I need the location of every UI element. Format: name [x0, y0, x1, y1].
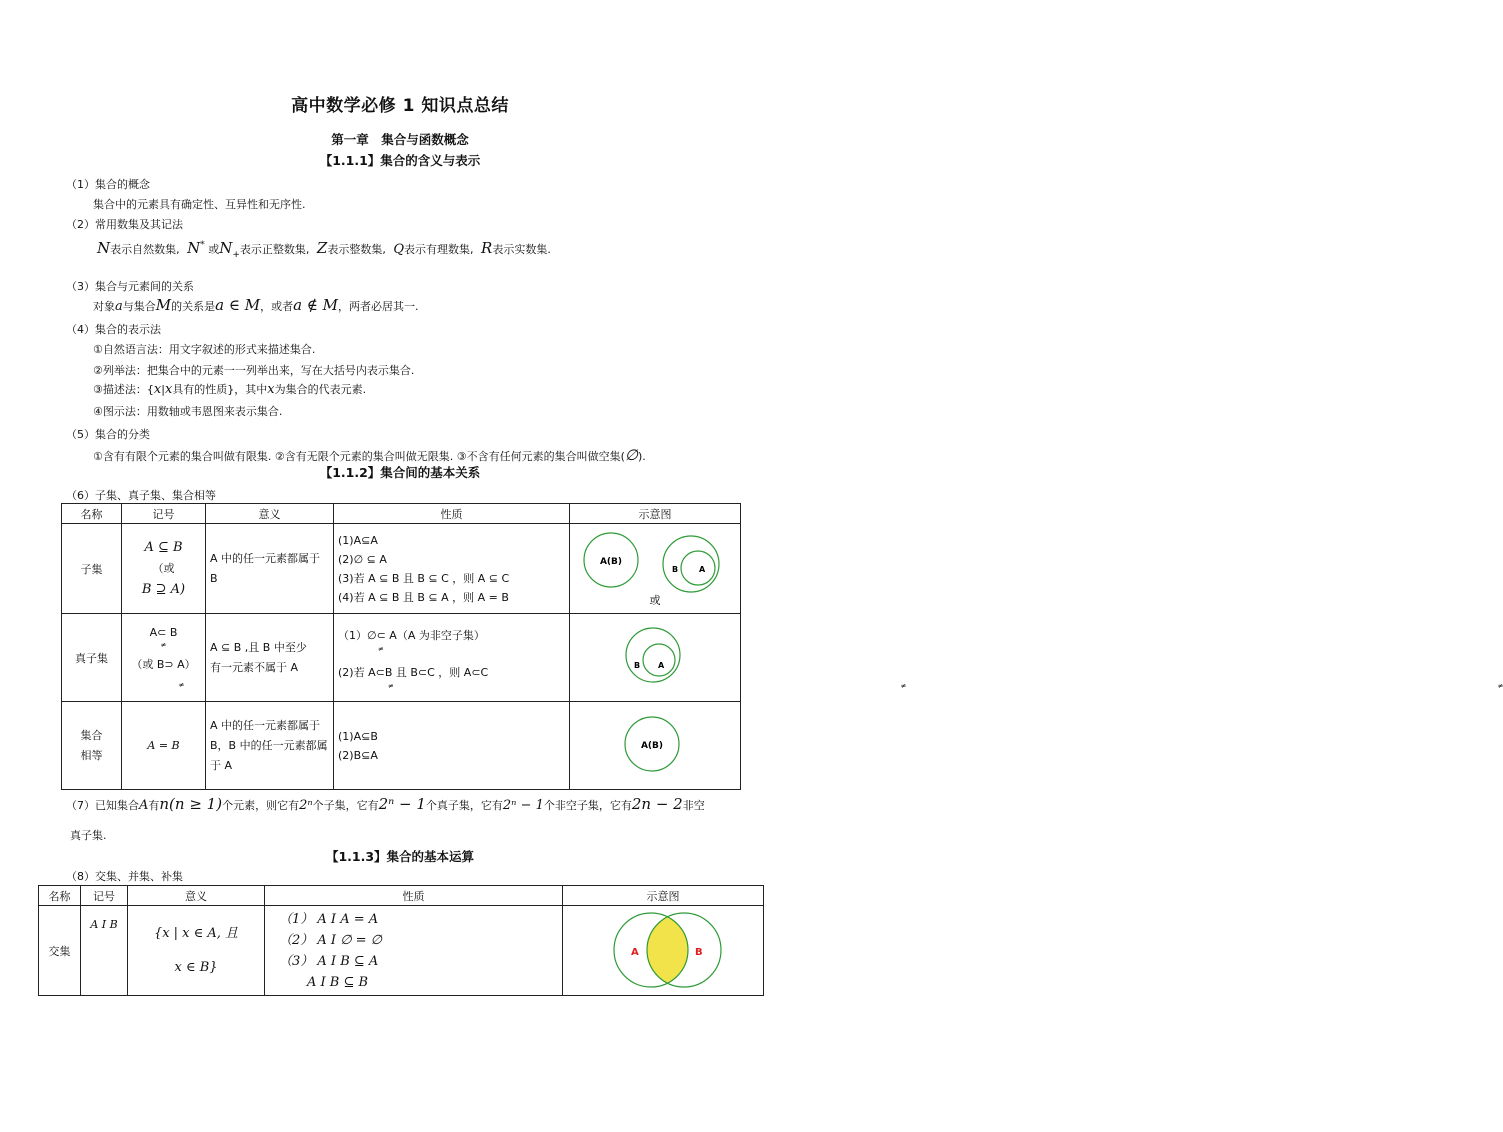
equal-name-2: 相等 — [80, 748, 103, 762]
page-title: 高中数学必修 1 知识点总结 — [291, 96, 509, 116]
p4-item-4: ④图示法：用数轴或韦恩图来表示集合. — [93, 405, 283, 418]
label-or: 或 — [649, 594, 661, 607]
table-header-row — [62, 504, 741, 524]
header-property: 性质 — [334, 504, 570, 524]
equal-prop-1: (1)A⊆B — [338, 729, 378, 743]
math-M: M — [155, 296, 172, 314]
equal-name — [62, 702, 122, 790]
ne-mark-4: ≠ — [388, 681, 394, 690]
p1-body: 集合中的元素具有确定性、互异性和无序性. — [93, 198, 306, 211]
math-a: a — [115, 299, 123, 314]
section-1-1-1: 【1.1.1】集合的含义与表示 — [319, 153, 481, 168]
p4-i3c: 具有的性质}，其中 — [172, 383, 268, 396]
proper-meaning — [206, 614, 334, 702]
math-a-in-M: a ∈ M — [215, 296, 261, 314]
math-Nplus: N — [219, 239, 233, 257]
p2-head: （2）常用数集及其记法 — [66, 218, 183, 231]
header-symbol: 记号 — [122, 504, 206, 524]
ne-mark-1: ≠ — [160, 640, 167, 649]
proper-prop-2: (2)若 A⊂B 且 B⊂C ，则 A⊂C — [338, 665, 489, 679]
p5-text: ①含有有限个元素的集合叫做有限集. ②含有无限个元素的集合叫做无限集. ③不含有任何元素的集合叫做空集( — [93, 450, 625, 463]
relations-table — [61, 503, 1503, 790]
header-symbol: 记号 — [81, 886, 128, 906]
subset-props — [334, 524, 570, 614]
subset-meaning: A 中的任一元素都属于 B — [206, 524, 334, 614]
equal-diagram — [570, 702, 741, 790]
p5-body — [93, 446, 646, 464]
proper-sym2: （或 B⊃ A） — [131, 657, 196, 671]
p3-t4: ，或者 — [260, 300, 294, 313]
header-diagram: 示意图 — [570, 504, 741, 524]
plus-sub: + — [232, 250, 240, 260]
p7-t2: 有 — [148, 799, 160, 812]
proper-symbol — [122, 614, 206, 702]
equal-props — [334, 702, 570, 790]
operations-table — [38, 885, 764, 996]
math-2n-1-b: 2ⁿ − 1 — [502, 798, 544, 813]
table-row — [62, 524, 741, 614]
proper-name: 真子集 — [62, 614, 122, 702]
math-x2: x — [164, 382, 173, 397]
header-diagram: 示意图 — [563, 886, 764, 906]
math-a-notin-M: a ∉ M — [293, 296, 339, 314]
p2-body — [97, 239, 551, 260]
subset-sym1: A ⊆ B — [144, 539, 183, 555]
chapter-title: 第一章 集合与函数概念 — [331, 132, 469, 147]
math-x3: x — [267, 382, 275, 397]
header-property: 性质 — [265, 886, 563, 906]
equal-symbol: A = B — [122, 702, 206, 790]
math-n: n(n ≥ 1) — [159, 795, 223, 813]
math-N: N — [97, 239, 111, 257]
label-a: A — [658, 661, 665, 670]
proper-meaning-1: A ⊆ B ,且 B 中至少 — [210, 640, 307, 654]
equal-meaning: A 中的任一元素都属于 B，B 中的任一元素都属于 A — [206, 702, 334, 790]
equal-prop-2: (2)B⊆A — [338, 748, 378, 762]
p3-t1: 对象 — [93, 300, 115, 313]
intersection-symbol: A I B — [81, 906, 128, 996]
math-2n-2: 2n − 2 — [631, 795, 683, 813]
p2-t2: 表示正整数集, — [239, 243, 310, 256]
p2-or: 或 — [208, 243, 220, 256]
subset-prop-3: (3)若 A ⊆ B 且 B ⊆ C ，则 A ⊆ C — [338, 571, 510, 585]
label-b: B — [695, 947, 703, 958]
p4-i3a: ③描述法：{ — [93, 383, 154, 396]
subset-venn — [570, 524, 741, 610]
p5-head: （5）集合的分类 — [66, 428, 150, 441]
math-A: A — [139, 798, 149, 813]
p3-body — [93, 296, 419, 314]
circle-a — [643, 644, 675, 676]
intersection-venn — [563, 906, 764, 992]
table-row — [62, 614, 741, 702]
table-header-row — [39, 886, 764, 906]
label-ab: A(B) — [599, 557, 623, 567]
p3-t3: 的关系是 — [171, 300, 216, 313]
ne-mark-6: ≠ — [1497, 681, 1503, 690]
intersection-meaning — [128, 906, 265, 996]
p4-head: （4）集合的表示法 — [66, 323, 161, 336]
header-meaning: 意义 — [206, 504, 334, 524]
circle-b — [626, 628, 680, 682]
intersection-prop-1: （1） A I A = A — [279, 911, 379, 927]
subset-sym3: B ⊇ A) — [141, 581, 186, 597]
p2-t3: 表示整数集, — [327, 243, 386, 256]
p4-item-2: ②列举法：把集合中的元素一一列举出来，写在大括号内表示集合. — [93, 364, 415, 377]
proper-meaning-2: 有一元素不属于 A — [210, 660, 299, 674]
math-x: x — [153, 382, 162, 397]
p4-i3d: 为集合的代表元素. — [274, 383, 367, 396]
intersection-diagram — [563, 906, 764, 996]
section-1-1-2: 【1.1.2】集合间的基本关系 — [319, 465, 481, 480]
p3-t2: 与集合 — [122, 300, 156, 313]
math-2n-1-a: 2ⁿ − 1 — [378, 795, 426, 813]
ne-mark-2: ≠ — [178, 680, 185, 689]
math-R: R — [481, 239, 493, 257]
intersection-meaning-1: {x | x ∈ A, 且 — [153, 925, 239, 941]
intersection-prop-2: （2） A I ∅ = ∅ — [279, 932, 382, 948]
subset-symbol — [122, 524, 206, 614]
p2-t1: 表示自然数集, — [110, 243, 180, 256]
label-a: A — [699, 565, 706, 574]
p2-t5: 表示实数集. — [492, 243, 551, 256]
proper-props — [334, 614, 1503, 702]
p4-item-1: ①自然语言法：用文字叙述的形式来描述集合. — [93, 343, 316, 356]
p7-t3: 个元素，则它有 — [222, 799, 300, 812]
math-Z: Z — [316, 239, 328, 257]
subset-name: 子集 — [62, 524, 122, 614]
ne-mark-5: ≠ — [900, 681, 907, 690]
intersection-props — [265, 906, 563, 996]
ne-mark-3: ≠ — [378, 644, 384, 653]
math-2n: 2ⁿ — [299, 798, 313, 813]
p2-t4: 表示有理数集, — [404, 243, 474, 256]
subset-prop-1: (1)A⊆A — [338, 533, 378, 547]
subset-diagram — [570, 524, 741, 614]
p7-t4: 个子集，它有 — [312, 799, 379, 812]
subset-prop-4: (4)若 A ⊆ B 且 B ⊆ A ，则 A = B — [338, 590, 509, 604]
intersection-meaning-2: x ∈ B} — [174, 959, 218, 975]
p5-tail: ). — [637, 450, 646, 463]
label-b: B — [634, 661, 641, 670]
p7-t6: 个非空子集，它有 — [543, 799, 632, 812]
subset-prop-2: (2)∅ ⊆ A — [338, 552, 387, 566]
header-name: 名称 — [62, 504, 122, 524]
math-Q: Q — [393, 242, 405, 257]
label-a: A — [631, 947, 639, 958]
p7-t5: 个真子集，它有 — [425, 799, 503, 812]
p7-line-2: 真子集. — [70, 829, 107, 842]
p7-t1: （7）已知集合 — [66, 799, 139, 812]
section-1-1-3: 【1.1.3】集合的基本运算 — [325, 849, 475, 864]
header-name: 名称 — [39, 886, 81, 906]
label-ab: A(B) — [640, 741, 664, 751]
intersection-prop-4: A I B ⊆ B — [307, 974, 369, 990]
equal-venn — [570, 702, 741, 786]
p1-head: （1）集合的概念 — [66, 178, 150, 191]
p4-i3b: | — [161, 383, 165, 396]
table-row — [39, 906, 764, 996]
p3-head: （3）集合与元素间的关系 — [66, 280, 194, 293]
proper-prop-1: （1）∅⊂ A（A 为非空子集） — [338, 628, 485, 642]
p7-t7: 非空 — [682, 799, 705, 812]
intersection-name: 交集 — [39, 906, 81, 996]
intersection-prop-3: （3） A I B ⊆ A — [279, 953, 379, 969]
p6-head: （6）子集、真子集、集合相等 — [66, 489, 216, 502]
circle-a — [681, 551, 715, 585]
p4-item-3 — [93, 381, 366, 397]
subset-sym2: （或 — [152, 561, 175, 575]
ne-marks-4 — [388, 681, 1503, 690]
math-Nstar: N — [187, 239, 201, 257]
p3-t5: ，两者必居其一. — [338, 300, 419, 313]
table-row — [62, 702, 741, 790]
equal-name-1: 集合 — [80, 728, 103, 742]
header-meaning: 意义 — [128, 886, 265, 906]
label-b: B — [672, 565, 679, 574]
star-sup: * — [200, 240, 205, 250]
p7-line-1 — [66, 795, 705, 813]
p8-head: （8）交集、并集、补集 — [66, 870, 183, 883]
proper-sym1: A⊂ B — [149, 625, 178, 639]
empty-set-symbol: ∅ — [624, 446, 638, 464]
